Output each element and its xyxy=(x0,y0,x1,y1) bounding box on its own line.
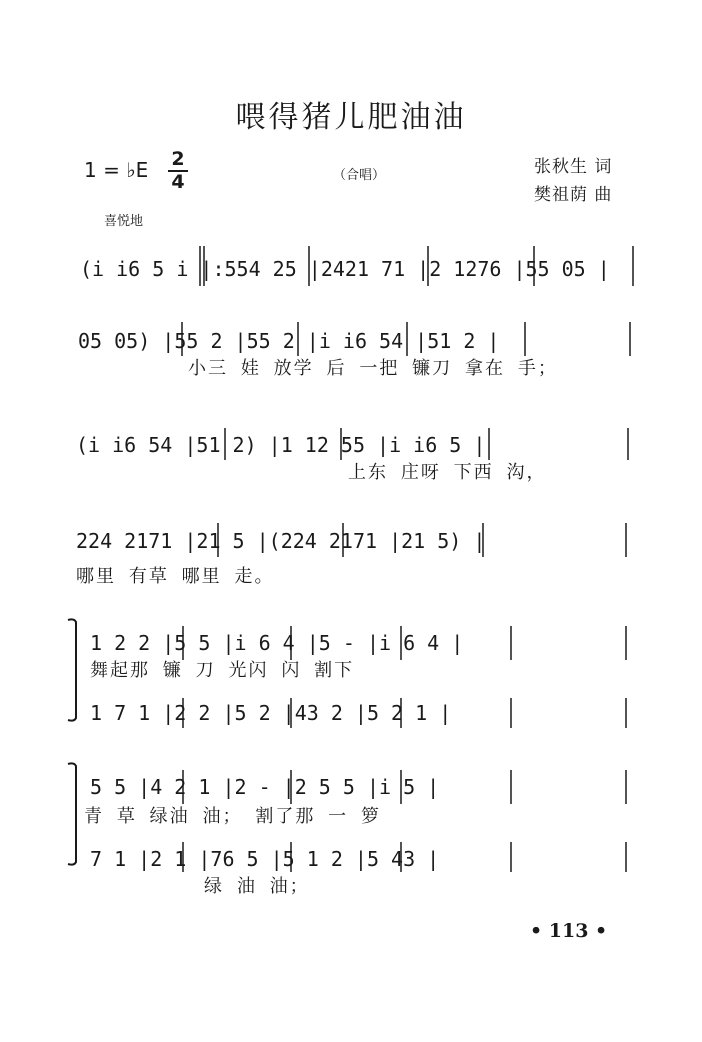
notes-row-5: 1 2 2 |5 5 |i 6 4 |5 - |i 6 4 | xyxy=(90,631,464,655)
brace-system-1 xyxy=(68,619,76,720)
notes-row-2: 05 05) |55 2 |55 2 |i i6 54 |51 2 | xyxy=(78,329,500,353)
page-number: • 113 • xyxy=(530,920,608,942)
notes-row-8: 7 1 |2 1 |76 5 |5 1 2 |5 43 | xyxy=(90,847,440,871)
brace-system-2 xyxy=(68,763,76,864)
system-braces xyxy=(68,619,76,864)
lyrics-row-4: 哪里 有草 哪里 走。 xyxy=(76,566,275,587)
notes-row-1: (i i6 5 i |:554 25 |2421 71 |2 1276 |55 05 | xyxy=(80,257,610,281)
lyrics-row-7: 青 草 绿油 油； 割了那 一 箩 xyxy=(84,806,382,827)
time-signature-top: 2 xyxy=(171,148,185,170)
performance-note: （合唱） xyxy=(333,168,386,183)
composer-credit: 樊祖荫 曲 xyxy=(534,185,613,205)
lyrics-row-3: 上东 庄呀 下西 沟， xyxy=(348,462,547,483)
tempo-marking: 喜悦地 xyxy=(104,214,144,229)
notes-row-3: (i i6 54 |51 2) |1 12 55 |i i6 5 | xyxy=(76,433,486,457)
notes-row-6: 1 7 1 |2 2 |5 2 |43 2 |5 2 1 | xyxy=(90,701,452,725)
notes-row-4: 224 2171 |21 5 |(224 2171 |21 5) | xyxy=(76,529,486,553)
key-signature: 1 = ♭E xyxy=(84,158,149,182)
lyrics-row-5: 舞起那 镰 刀 光闪 闪 割下 xyxy=(90,660,355,681)
lyricist-credit: 张秋生 词 xyxy=(534,157,613,177)
notes-row-7: 5 5 |4 2 1 |2 - |2 5 5 |i 5 | xyxy=(90,775,440,799)
time-signature-bottom: 4 xyxy=(171,171,185,193)
lyrics-row-2: 小三 娃 放学 后 一把 镰刀 拿在 手； xyxy=(188,358,558,379)
lyrics-row-8: 绿 油 油； xyxy=(204,876,310,897)
song-title: 喂得猪儿肥油油 xyxy=(235,100,467,135)
